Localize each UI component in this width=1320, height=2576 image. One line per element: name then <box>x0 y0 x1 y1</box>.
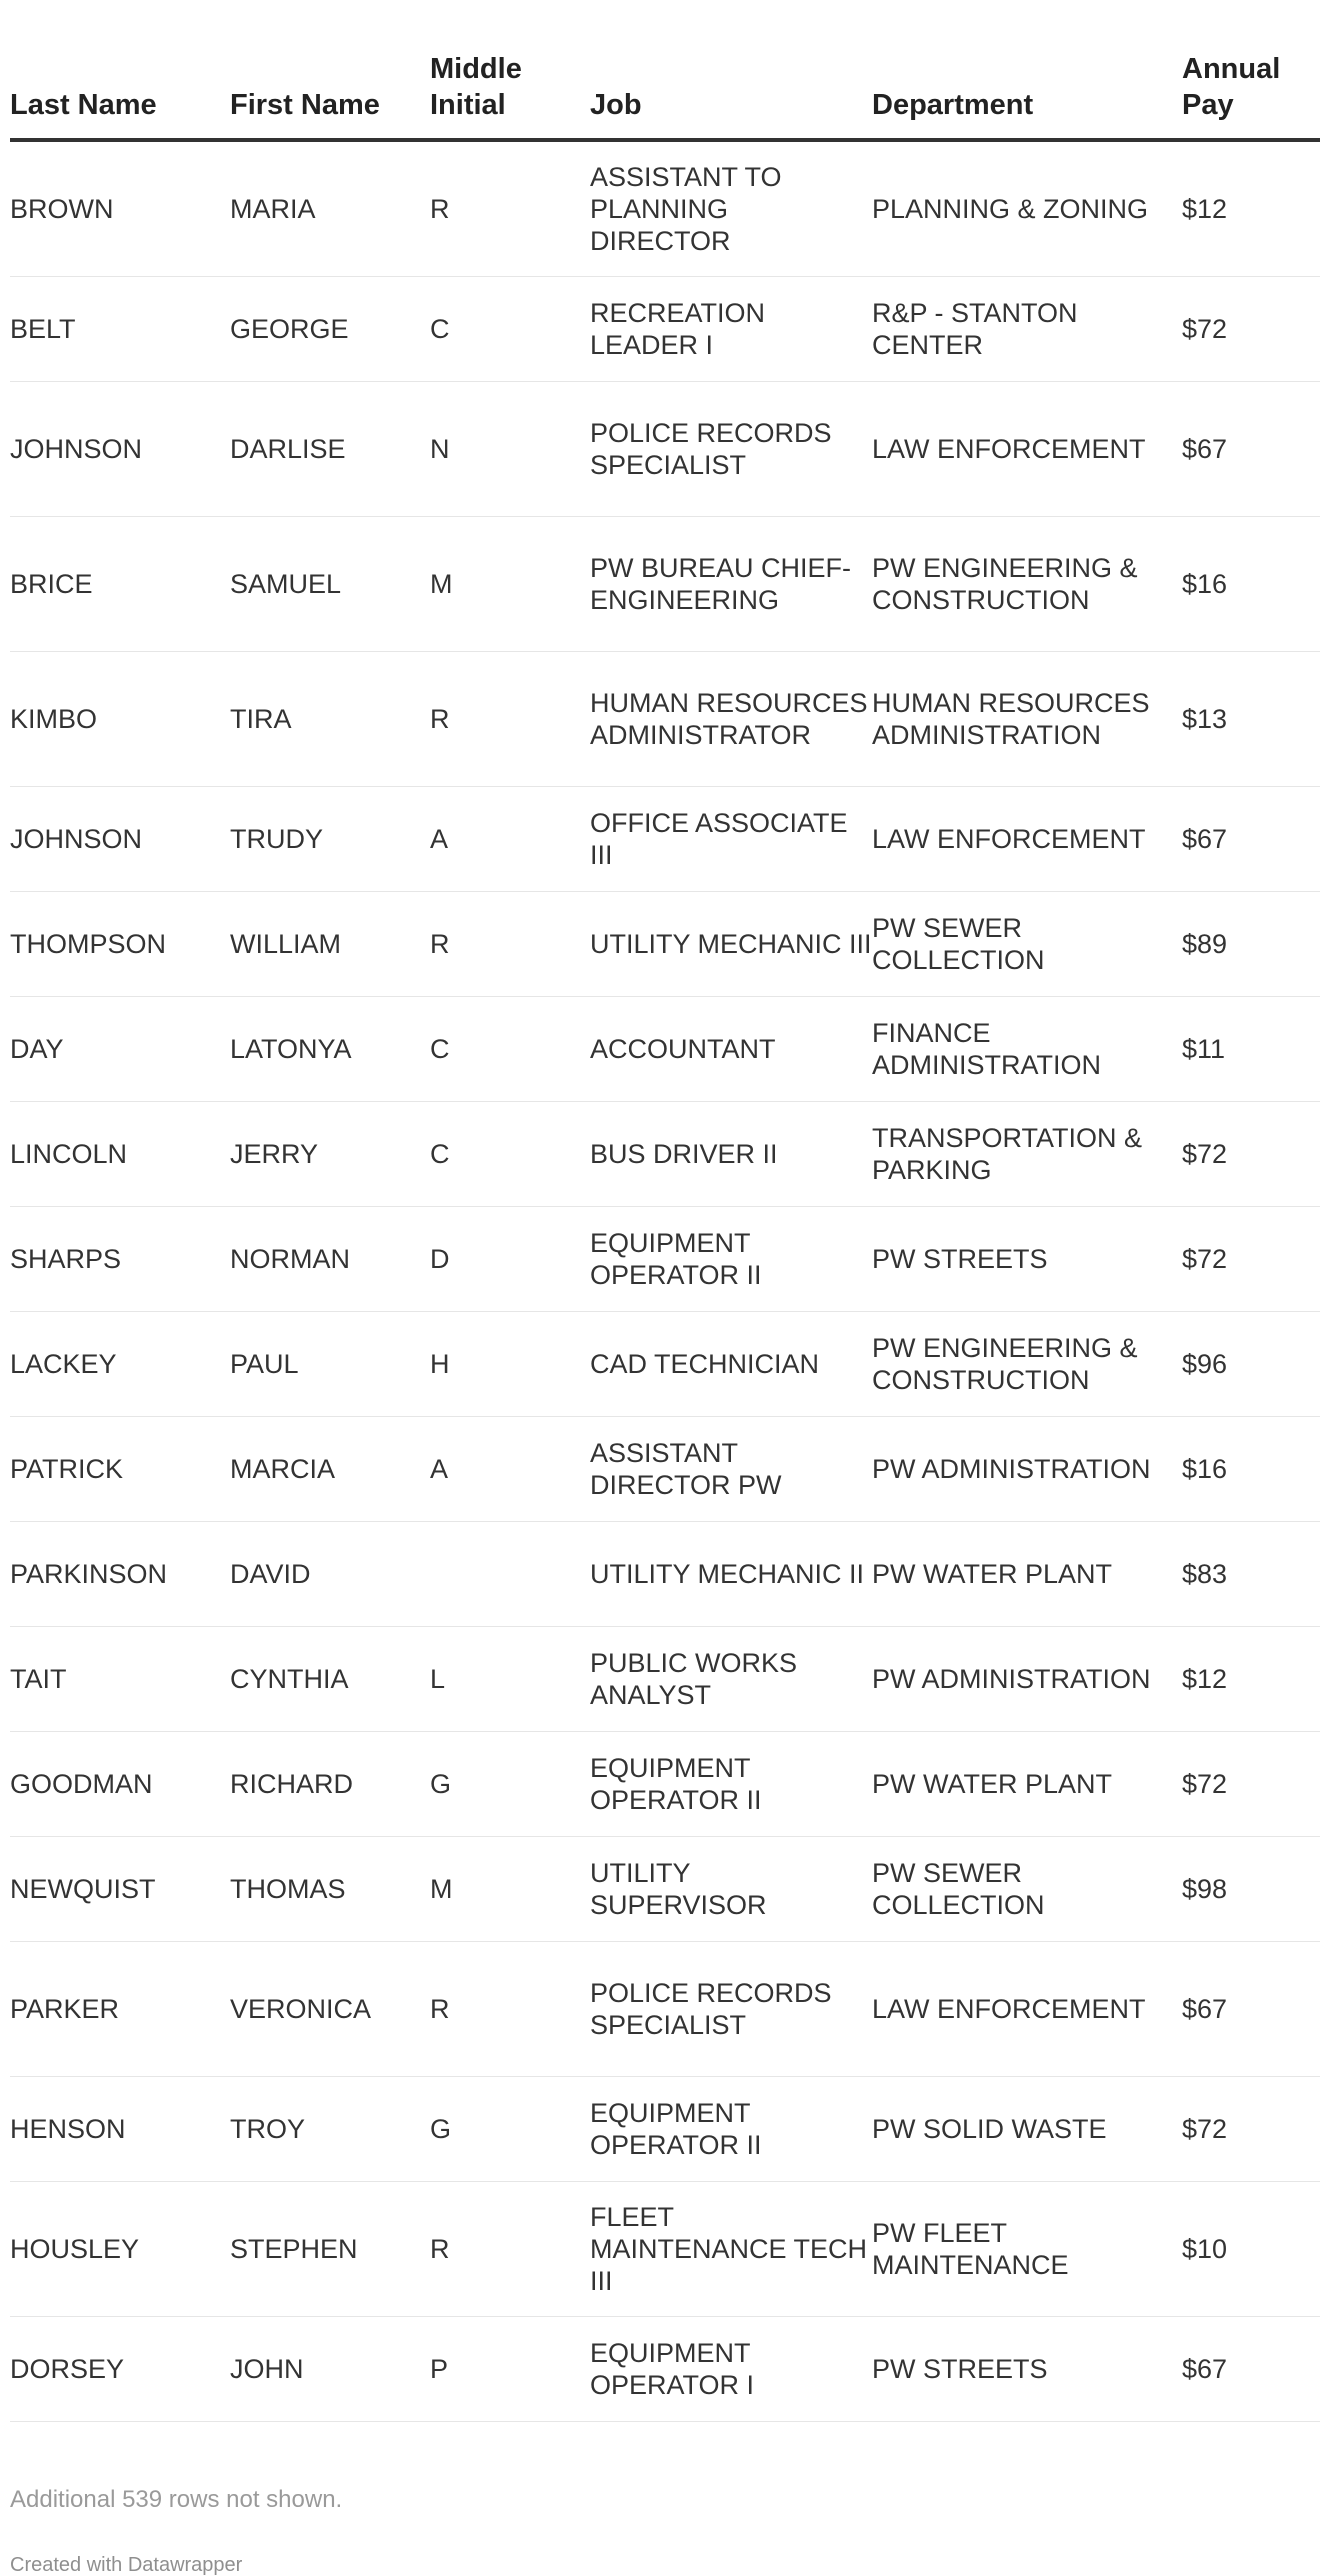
cell-annual-pay: $72 <box>1182 1732 1320 1837</box>
cell-department: PW STREETS <box>872 1207 1182 1312</box>
cell-last-name: LACKEY <box>10 1312 230 1417</box>
cell-annual-pay: $96 <box>1182 1312 1320 1417</box>
cell-annual-pay: $67 <box>1182 382 1320 517</box>
cell-last-name: KIMBO <box>10 652 230 787</box>
cell-first-name: JERRY <box>230 1102 430 1207</box>
cell-first-name: WILLIAM <box>230 892 430 997</box>
cell-department: PW ENGINEERING & CONSTRUCTION <box>872 1312 1182 1417</box>
cell-first-name: VERONICA <box>230 1942 430 2077</box>
column-header-job[interactable]: Job <box>590 40 872 140</box>
cell-department: PW SEWER COLLECTION <box>872 1837 1182 1942</box>
cell-department: PW ADMINISTRATION <box>872 1627 1182 1732</box>
column-header-last-name[interactable]: Last Name <box>10 40 230 140</box>
cell-first-name: GEORGE <box>230 277 430 382</box>
cell-first-name: TROY <box>230 2077 430 2182</box>
cell-department: PLANNING & ZONING <box>872 140 1182 277</box>
employee-table-container <box>10 40 1281 2422</box>
table-row <box>10 1837 1320 1942</box>
cell-annual-pay: $16 <box>1182 517 1320 652</box>
cell-middle-initial: M <box>430 1837 590 1942</box>
cell-job: EQUIPMENT OPERATOR I <box>590 2317 872 2422</box>
cell-annual-pay: $67 <box>1182 1942 1320 2077</box>
column-header-annual-pay[interactable]: Annual Pay <box>1182 40 1320 140</box>
table-header-row <box>10 40 1320 140</box>
column-header-first-name[interactable]: First Name <box>230 40 430 140</box>
cell-middle-initial: D <box>430 1207 590 1312</box>
table-row <box>10 1522 1320 1627</box>
cell-middle-initial: A <box>430 787 590 892</box>
cell-department: LAW ENFORCEMENT <box>872 1942 1182 2077</box>
cell-middle-initial <box>430 1522 590 1627</box>
table-row <box>10 1207 1320 1312</box>
table-row <box>10 997 1320 1102</box>
cell-annual-pay: $83 <box>1182 1522 1320 1627</box>
cell-job: OFFICE ASSOCIATE III <box>590 787 872 892</box>
cell-job: POLICE RECORDS SPECIALIST <box>590 382 872 517</box>
cell-annual-pay: $67 <box>1182 2317 1320 2422</box>
cell-middle-initial: C <box>430 997 590 1102</box>
cell-last-name: THOMPSON <box>10 892 230 997</box>
cell-first-name: LATONYA <box>230 997 430 1102</box>
cell-first-name: MARCIA <box>230 1417 430 1522</box>
cell-last-name: DAY <box>10 997 230 1102</box>
cell-first-name: CYNTHIA <box>230 1627 430 1732</box>
cell-last-name: JOHNSON <box>10 382 230 517</box>
table-row <box>10 1417 1320 1522</box>
cell-last-name: NEWQUIST <box>10 1837 230 1942</box>
cell-first-name: JOHN <box>230 2317 430 2422</box>
cell-first-name: DAVID <box>230 1522 430 1627</box>
cell-department: PW SEWER COLLECTION <box>872 892 1182 997</box>
cell-job: BUS DRIVER II <box>590 1102 872 1207</box>
cell-middle-initial: R <box>430 2182 590 2317</box>
cell-first-name: THOMAS <box>230 1837 430 1942</box>
cell-last-name: GOODMAN <box>10 1732 230 1837</box>
cell-department: TRANSPORTATION & PARKING <box>872 1102 1182 1207</box>
cell-last-name: PARKER <box>10 1942 230 2077</box>
table-row <box>10 140 1320 277</box>
cell-first-name: STEPHEN <box>230 2182 430 2317</box>
cell-last-name: BELT <box>10 277 230 382</box>
cell-department: PW WATER PLANT <box>872 1522 1182 1627</box>
cell-department: PW WATER PLANT <box>872 1732 1182 1837</box>
cell-middle-initial: A <box>430 1417 590 1522</box>
cell-annual-pay: $12 <box>1182 1627 1320 1732</box>
column-header-middle-initial[interactable]: Middle Initial <box>430 40 590 140</box>
cell-job: UTILITY MECHANIC III <box>590 892 872 997</box>
cell-last-name: LINCOLN <box>10 1102 230 1207</box>
cell-first-name: DARLISE <box>230 382 430 517</box>
cell-department: LAW ENFORCEMENT <box>872 787 1182 892</box>
cell-middle-initial: P <box>430 2317 590 2422</box>
cell-middle-initial: C <box>430 1102 590 1207</box>
cell-last-name: BROWN <box>10 140 230 277</box>
cell-department: R&P - STANTON CENTER <box>872 277 1182 382</box>
cell-annual-pay: $67 <box>1182 787 1320 892</box>
cell-job: HUMAN RESOURCES ADMINISTRATOR <box>590 652 872 787</box>
employee-table <box>10 40 1320 2422</box>
cell-middle-initial: R <box>430 1942 590 2077</box>
cell-middle-initial: M <box>430 517 590 652</box>
cell-department: LAW ENFORCEMENT <box>872 382 1182 517</box>
table-row <box>10 1942 1320 2077</box>
cell-department: HUMAN RESOURCES ADMINISTRATION <box>872 652 1182 787</box>
cell-annual-pay: $98 <box>1182 1837 1320 1942</box>
table-row <box>10 892 1320 997</box>
cell-job: UTILITY MECHANIC II <box>590 1522 872 1627</box>
cell-annual-pay: $10 <box>1182 2182 1320 2317</box>
cell-job: RECREATION LEADER I <box>590 277 872 382</box>
cell-first-name: TIRA <box>230 652 430 787</box>
cell-job: ASSISTANT TO PLANNING DIRECTOR <box>590 140 872 277</box>
cell-middle-initial: G <box>430 1732 590 1837</box>
cell-annual-pay: $72 <box>1182 1207 1320 1312</box>
cell-middle-initial: L <box>430 1627 590 1732</box>
table-row <box>10 2317 1320 2422</box>
cell-last-name: HENSON <box>10 2077 230 2182</box>
cell-job: POLICE RECORDS SPECIALIST <box>590 1942 872 2077</box>
cell-department: PW SOLID WASTE <box>872 2077 1182 2182</box>
cell-job: FLEET MAINTENANCE TECH III <box>590 2182 872 2317</box>
cell-middle-initial: R <box>430 140 590 277</box>
cell-middle-initial: C <box>430 277 590 382</box>
cell-last-name: JOHNSON <box>10 787 230 892</box>
cell-job: ASSISTANT DIRECTOR PW <box>590 1417 872 1522</box>
cell-annual-pay: $12 <box>1182 140 1320 277</box>
cell-annual-pay: $72 <box>1182 2077 1320 2182</box>
table-row <box>10 652 1320 787</box>
cell-middle-initial: R <box>430 652 590 787</box>
table-row <box>10 1102 1320 1207</box>
column-header-department[interactable]: Department <box>872 40 1182 140</box>
cell-middle-initial: R <box>430 892 590 997</box>
cell-last-name: BRICE <box>10 517 230 652</box>
cell-middle-initial: G <box>430 2077 590 2182</box>
table-row <box>10 517 1320 652</box>
cell-last-name: PATRICK <box>10 1417 230 1522</box>
cell-middle-initial: H <box>430 1312 590 1417</box>
cell-first-name: PAUL <box>230 1312 430 1417</box>
table-row <box>10 382 1320 517</box>
table-row <box>10 1312 1320 1417</box>
cell-annual-pay: $89 <box>1182 892 1320 997</box>
table-row <box>10 2077 1320 2182</box>
cell-annual-pay: $16 <box>1182 1417 1320 1522</box>
cell-job: EQUIPMENT OPERATOR II <box>590 1207 872 1312</box>
cell-middle-initial: N <box>430 382 590 517</box>
cell-annual-pay: $11 <box>1182 997 1320 1102</box>
cell-annual-pay: $72 <box>1182 1102 1320 1207</box>
cell-first-name: RICHARD <box>230 1732 430 1837</box>
cell-department: PW ENGINEERING & CONSTRUCTION <box>872 517 1182 652</box>
table-notes: Additional 539 rows not shown. <box>10 2486 343 2513</box>
table-row <box>10 1732 1320 1837</box>
table-row <box>10 2182 1320 2317</box>
cell-department: PW STREETS <box>872 2317 1182 2422</box>
cell-last-name: PARKINSON <box>10 1522 230 1627</box>
cell-last-name: HOUSLEY <box>10 2182 230 2317</box>
cell-first-name: SAMUEL <box>230 517 430 652</box>
cell-last-name: TAIT <box>10 1627 230 1732</box>
cell-first-name: TRUDY <box>230 787 430 892</box>
cell-last-name: SHARPS <box>10 1207 230 1312</box>
cell-job: CAD TECHNICIAN <box>590 1312 872 1417</box>
cell-job: ACCOUNTANT <box>590 997 872 1102</box>
table-row <box>10 1627 1320 1732</box>
cell-department: FINANCE ADMINISTRATION <box>872 997 1182 1102</box>
table-row <box>10 787 1320 892</box>
cell-department: PW ADMINISTRATION <box>872 1417 1182 1522</box>
cell-job: PUBLIC WORKS ANALYST <box>590 1627 872 1732</box>
cell-job: PW BUREAU CHIEF-ENGINEERING <box>590 517 872 652</box>
cell-first-name: NORMAN <box>230 1207 430 1312</box>
table-row <box>10 277 1320 382</box>
cell-job: EQUIPMENT OPERATOR II <box>590 2077 872 2182</box>
cell-job: EQUIPMENT OPERATOR II <box>590 1732 872 1837</box>
datawrapper-credit[interactable]: Created with Datawrapper <box>10 2554 243 2576</box>
cell-department: PW FLEET MAINTENANCE <box>872 2182 1182 2317</box>
cell-first-name: MARIA <box>230 140 430 277</box>
cell-job: UTILITY SUPERVISOR <box>590 1837 872 1942</box>
cell-annual-pay: $72 <box>1182 277 1320 382</box>
cell-last-name: DORSEY <box>10 2317 230 2422</box>
cell-annual-pay: $13 <box>1182 652 1320 787</box>
